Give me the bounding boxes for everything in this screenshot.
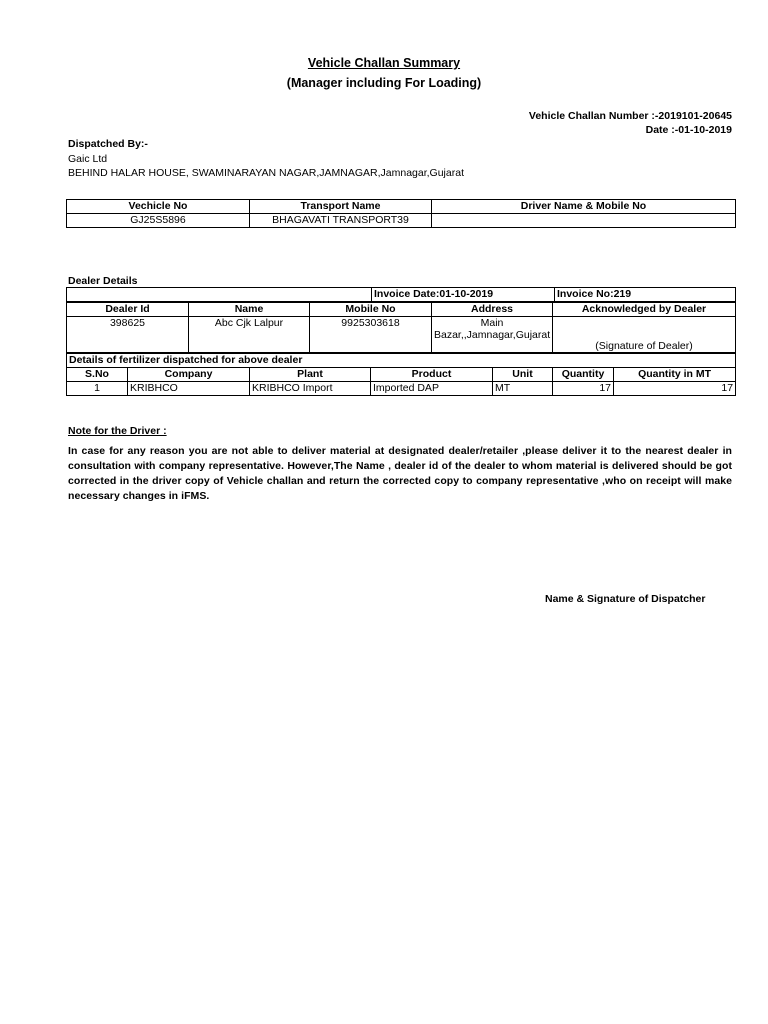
plant-header: Plant [250, 368, 371, 382]
transport-name-cell: BHAGAVATI TRANSPORT39 [250, 214, 432, 228]
dealer-mobile-cell: 9925303618 [310, 317, 432, 353]
address-line-2: Bazar,,Jamnagar,Gujarat [434, 329, 551, 341]
vehicle-table [66, 199, 736, 228]
company-header: Company [128, 368, 250, 382]
vehicle-table-header [67, 200, 736, 214]
challan-number: Vehicle Challan Number :-2019101-20645 [528, 110, 732, 122]
invoice-date: Invoice Date:01-10-2019 [372, 288, 555, 302]
note-label: Note for the Driver : [68, 425, 167, 437]
fertilizer-header-row [67, 368, 736, 382]
dispatcher-signature-label: Name & Signature of Dispatcher [545, 593, 706, 605]
challan-date: Date :-01-10-2019 [645, 124, 732, 136]
sno-cell: 1 [67, 382, 128, 396]
dealer-info-table [66, 302, 736, 353]
dealer-name-header: Name [189, 303, 310, 317]
vehicle-no-header: Vechicle No [67, 200, 250, 214]
dealer-id-cell: 398625 [67, 317, 189, 353]
dealer-header-row [67, 303, 736, 317]
blank-cell [67, 288, 372, 302]
acknowledged-header: Acknowledged by Dealer [553, 303, 736, 317]
dealer-signature-cell [553, 317, 736, 353]
dispatcher-company: Gaic Ltd [68, 153, 108, 165]
table-row [67, 317, 736, 353]
page-title: Vehicle Challan Summary [307, 56, 461, 70]
transport-name-header: Transport Name [250, 200, 432, 214]
quantity-cell: 17 [553, 382, 614, 396]
driver-cell [432, 214, 736, 228]
dispatcher-address: BEHIND HALAR HOUSE, SWAMINARAYAN NAGAR,JAMNAGAR,Jamnagar,Gujarat [68, 167, 464, 179]
dispatched-by-label: Dispatched By:- [68, 138, 148, 150]
quantity-mt-header: Quantity in MT [614, 368, 736, 382]
invoice-row [67, 288, 736, 302]
fertilizer-section-label: Details of fertilizer dispatched for above dealer [67, 354, 736, 368]
plant-cell: KRIBHCO Import [250, 382, 371, 396]
dealer-table [66, 287, 736, 302]
address-line-1: Main [480, 317, 504, 329]
company-cell: KRIBHCO [128, 382, 250, 396]
dealer-id-header: Dealer Id [67, 303, 189, 317]
sno-header: S.No [67, 368, 128, 382]
fertilizer-table [66, 353, 736, 396]
table-row [67, 214, 736, 228]
dealer-mobile-header: Mobile No [310, 303, 432, 317]
vehicle-no-cell: GJ25S5896 [67, 214, 250, 228]
dealer-address-header: Address [432, 303, 553, 317]
unit-cell: MT [493, 382, 553, 396]
product-cell: Imported DAP [371, 382, 493, 396]
fertilizer-section-row [67, 354, 736, 368]
table-row [67, 382, 736, 396]
product-header: Product [371, 368, 493, 382]
quantity-header: Quantity [553, 368, 614, 382]
dealer-name-cell: Abc Cjk Lalpur [189, 317, 310, 353]
driver-header: Driver Name & Mobile No [432, 200, 736, 214]
unit-header: Unit [493, 368, 553, 382]
page-subtitle: (Manager including For Loading) [286, 76, 482, 90]
dealer-details-label: Dealer Details [68, 275, 138, 287]
dealer-signature-label: (Signature of Dealer) [595, 340, 693, 352]
note-text: In case for any reason you are not able to deliver material at designated dealer/retailer ,please deliver it to the nearest dealer in consultation with company representative. However,The Name , dealer id of the dealer to whom material is delivered should be got corrected in the driver copy of Vehicle challan and return the corrected copy to company representative ,who on receipt will make necessary changes in iFMS. [68, 445, 732, 502]
invoice-number: Invoice No:219 [555, 288, 736, 302]
dealer-address-cell [432, 317, 553, 353]
quantity-mt-cell: 17 [614, 382, 736, 396]
